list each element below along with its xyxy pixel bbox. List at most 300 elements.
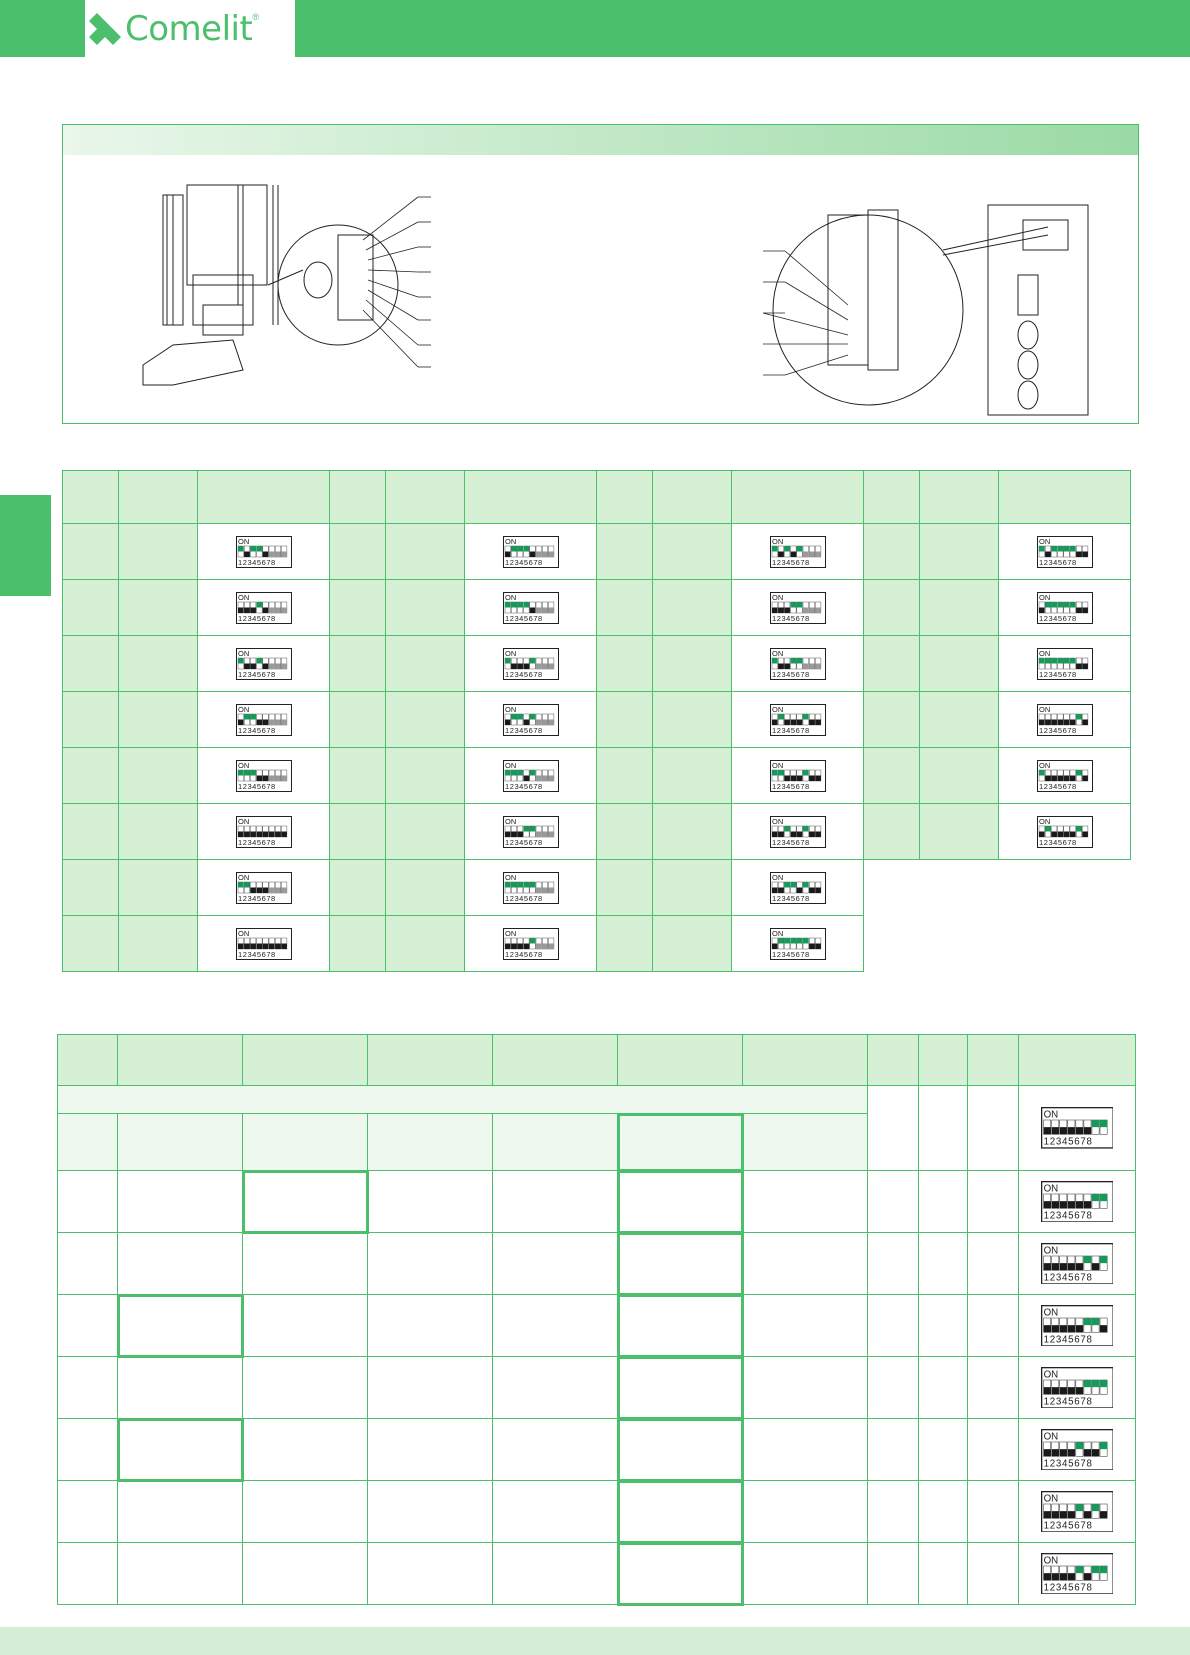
dip-lever-off xyxy=(517,943,523,949)
dip-lever-off xyxy=(511,831,517,837)
dip-on-label: ON xyxy=(1038,536,1050,546)
right-device-drawing xyxy=(773,205,1088,415)
dip-lever-off xyxy=(548,551,554,557)
dip-lever-off xyxy=(1082,719,1088,725)
dip-numbers: 12345678 xyxy=(237,893,276,903)
dip-lever-off xyxy=(511,943,517,949)
dip-switch-icon xyxy=(503,816,559,848)
dip-lever-on xyxy=(1075,1504,1082,1511)
dip-lever-on xyxy=(784,882,790,888)
dip-switch-icon xyxy=(770,704,826,736)
dip-lever-on xyxy=(796,546,802,552)
dip-numbers: 12345678 xyxy=(771,781,810,791)
dip-on-label: ON xyxy=(771,536,783,546)
dip-lever-off xyxy=(269,551,275,557)
dip-lever-off xyxy=(772,831,778,837)
dip-on-label: ON xyxy=(771,872,783,882)
dip-lever-off xyxy=(505,831,511,837)
dip-lever-off xyxy=(244,551,250,557)
dip-lever-off xyxy=(1063,719,1069,725)
dip-lever-on xyxy=(1045,658,1051,664)
dip-lever-on xyxy=(1100,1442,1107,1449)
dip-lever-on xyxy=(1057,602,1063,608)
dip-lever-off xyxy=(1075,1127,1082,1134)
dip-lever-off xyxy=(1039,607,1045,613)
dip-numbers: 12345678 xyxy=(1043,1272,1093,1284)
logo-wordmark: Comelit xyxy=(125,8,253,49)
dip-lever-off xyxy=(809,607,815,613)
dip-lever-on xyxy=(529,882,535,888)
dip-lever-off xyxy=(275,719,281,725)
dip-switch-icon xyxy=(503,592,559,624)
dip-lever-off xyxy=(1051,1449,1058,1456)
dip-lever-off xyxy=(1083,1511,1090,1518)
dip-on-label: ON xyxy=(237,816,249,826)
dip-switch-icon xyxy=(1037,592,1093,624)
dip-lever-on xyxy=(517,714,523,720)
dip-lever-off xyxy=(790,831,796,837)
dip-on-label: ON xyxy=(237,536,249,546)
table-row xyxy=(63,860,1131,916)
dip-lever-off xyxy=(1051,1573,1058,1580)
dip-lever-off xyxy=(1100,1325,1107,1332)
dip-lever-on xyxy=(778,714,784,720)
dip-lever-off xyxy=(772,719,778,725)
dip-lever-off xyxy=(275,775,281,781)
dip-lever-off xyxy=(548,831,554,837)
dip-lever-on xyxy=(784,546,790,552)
dip-lever-on xyxy=(1051,546,1057,552)
dip-on-label: ON xyxy=(771,648,783,658)
dip-lever-on xyxy=(511,714,517,720)
dip-numbers: 12345678 xyxy=(771,893,810,903)
dip-lever-on xyxy=(1039,546,1045,552)
dip-lever-off xyxy=(517,663,523,669)
dip-lever-off xyxy=(1045,775,1051,781)
dip-lever-off xyxy=(269,943,275,949)
table-row xyxy=(63,804,1131,860)
dip-lever-off xyxy=(529,607,535,613)
dip-lever-on xyxy=(529,826,535,832)
dip-on-label: ON xyxy=(771,704,783,714)
dip-lever-on xyxy=(1100,1256,1107,1263)
dip-lever-on xyxy=(244,882,250,888)
dip-lever-off xyxy=(1063,775,1069,781)
dip-lever-on xyxy=(238,658,244,664)
dip-lever-off xyxy=(1067,1387,1074,1394)
dip-switch-icon xyxy=(503,648,559,680)
table2-header xyxy=(58,1035,1136,1086)
dip-lever-off xyxy=(1059,1127,1066,1134)
dip-lever-on xyxy=(256,546,262,552)
dip-lever-off xyxy=(1067,1127,1074,1134)
dip-on-label: ON xyxy=(504,536,516,546)
dip-lever-on xyxy=(1100,1120,1107,1127)
dip-on-label: ON xyxy=(1038,704,1050,714)
dip-switch-icon xyxy=(1037,536,1093,568)
dip-lever-off xyxy=(536,663,542,669)
dip-lever-off xyxy=(275,943,281,949)
dip-lever-on xyxy=(505,658,511,664)
dip-lever-off xyxy=(1100,1511,1107,1518)
dip-lever-on xyxy=(511,770,517,776)
dip-lever-off xyxy=(1059,1201,1066,1208)
dip-lever-off xyxy=(1051,719,1057,725)
dip-numbers: 12345678 xyxy=(237,725,276,735)
dip-lever-off xyxy=(511,663,517,669)
table-row xyxy=(63,916,1131,972)
dip-switch-icon xyxy=(503,536,559,568)
dip-lever-on xyxy=(784,826,790,832)
dip-lever-on xyxy=(1063,602,1069,608)
dip-lever-off xyxy=(238,943,244,949)
dip-lever-off xyxy=(778,831,784,837)
dip-lever-off xyxy=(1057,775,1063,781)
dip-lever-off xyxy=(529,551,535,557)
dip-lever-off xyxy=(505,551,511,557)
dip-lever-off xyxy=(809,551,815,557)
dip-lever-off xyxy=(269,663,275,669)
dip-lever-off xyxy=(281,775,287,781)
dip-switch-icon xyxy=(770,928,826,960)
footer-bar xyxy=(0,1627,1190,1655)
dip-lever-on xyxy=(803,770,809,776)
dip-on-label: ON xyxy=(1043,1369,1058,1381)
table-row xyxy=(58,1481,1136,1543)
dip-lever-off xyxy=(536,831,542,837)
dip-numbers: 12345678 xyxy=(1043,1396,1093,1408)
dip-lever-off xyxy=(275,663,281,669)
dip-lever-off xyxy=(1059,1511,1066,1518)
dip-lever-off xyxy=(1075,1201,1082,1208)
dip-numbers: 12345678 xyxy=(504,669,543,679)
dip-lever-off xyxy=(778,607,784,613)
dip-lever-off xyxy=(1043,1511,1050,1518)
dip-numbers: 12345678 xyxy=(237,837,276,847)
dip-lever-off xyxy=(1039,719,1045,725)
dip-table-1 xyxy=(62,470,1131,972)
dip-lever-off xyxy=(523,775,529,781)
dip-switch-icon xyxy=(236,760,292,792)
dip-lever-off xyxy=(796,831,802,837)
dip-switch-icon xyxy=(1037,648,1093,680)
dip-on-label: ON xyxy=(504,592,516,602)
dip-numbers: 12345678 xyxy=(1043,1136,1093,1148)
dip-lever-on xyxy=(1100,1194,1107,1201)
dip-lever-on xyxy=(256,602,262,608)
dip-lever-off xyxy=(1067,1449,1074,1456)
dip-on-label: ON xyxy=(771,592,783,602)
dip-lever-on xyxy=(803,826,809,832)
dip-lever-off xyxy=(548,607,554,613)
dip-lever-on xyxy=(790,882,796,888)
dip-table-2 xyxy=(57,1034,1136,1605)
dip-lever-off xyxy=(815,551,821,557)
dip-lever-off xyxy=(1051,831,1057,837)
dip-on-label: ON xyxy=(1038,760,1050,770)
dip-lever-off xyxy=(784,775,790,781)
dip-lever-off xyxy=(238,831,244,837)
dip-lever-off xyxy=(790,775,796,781)
dip-lever-off xyxy=(778,887,784,893)
dip-lever-off xyxy=(778,663,784,669)
dip-lever-on xyxy=(517,546,523,552)
dip-lever-off xyxy=(542,943,548,949)
device-illustrations xyxy=(63,155,1138,423)
dip-lever-on xyxy=(1092,1566,1099,1573)
dip-lever-off xyxy=(778,551,784,557)
dip-lever-off xyxy=(262,943,268,949)
table-row xyxy=(63,636,1131,692)
dip-numbers: 12345678 xyxy=(1038,613,1077,623)
dip-lever-off xyxy=(523,719,529,725)
dip-lever-on xyxy=(1075,1442,1082,1449)
table-row xyxy=(58,1543,1136,1605)
dip-lever-on xyxy=(529,770,535,776)
dip-lever-off xyxy=(542,887,548,893)
dip-lever-off xyxy=(809,943,815,949)
figure-panel xyxy=(62,124,1139,424)
dip-lever-on xyxy=(244,714,250,720)
dip-numbers: 12345678 xyxy=(237,669,276,679)
dip-lever-on xyxy=(238,546,244,552)
dip-lever-on xyxy=(523,546,529,552)
dip-lever-off xyxy=(1067,1263,1074,1270)
dip-lever-on xyxy=(1092,1194,1099,1201)
dip-lever-on xyxy=(796,938,802,944)
dip-lever-off xyxy=(1083,1449,1090,1456)
dip-numbers: 12345678 xyxy=(1043,1210,1093,1222)
dip-lever-off xyxy=(536,719,542,725)
dip-lever-off xyxy=(505,719,511,725)
dip-numbers: 12345678 xyxy=(237,613,276,623)
dip-on-label: ON xyxy=(771,928,783,938)
dip-lever-off xyxy=(244,831,250,837)
dip-lever-off xyxy=(281,887,287,893)
dip-lever-off xyxy=(536,607,542,613)
dip-lever-off xyxy=(262,831,268,837)
dip-lever-on xyxy=(1070,602,1076,608)
dip-lever-on xyxy=(778,770,784,776)
dip-lever-off xyxy=(536,775,542,781)
dip-lever-off xyxy=(1043,1325,1050,1332)
dip-lever-off xyxy=(1051,1511,1058,1518)
dip-numbers: 12345678 xyxy=(504,557,543,567)
dip-lever-off xyxy=(256,775,262,781)
dip-numbers: 12345678 xyxy=(1038,781,1077,791)
dip-lever-off xyxy=(244,663,250,669)
dip-lever-off xyxy=(250,943,256,949)
dip-lever-off xyxy=(803,551,809,557)
dip-numbers: 12345678 xyxy=(237,781,276,791)
dip-lever-on xyxy=(772,658,778,664)
dip-lever-on xyxy=(790,602,796,608)
dip-numbers: 12345678 xyxy=(1043,1582,1093,1594)
dip-on-label: ON xyxy=(1043,1245,1058,1257)
dip-lever-on xyxy=(790,658,796,664)
dip-lever-on xyxy=(772,546,778,552)
dip-lever-off xyxy=(803,607,809,613)
dip-numbers: 12345678 xyxy=(504,725,543,735)
dip-lever-off xyxy=(784,607,790,613)
table-row xyxy=(58,1419,1136,1481)
dip-lever-off xyxy=(262,775,268,781)
dip-lever-off xyxy=(1043,1201,1050,1208)
dip-lever-off xyxy=(256,719,262,725)
dip-lever-off xyxy=(803,663,809,669)
dip-lever-off xyxy=(536,887,542,893)
dip-on-label: ON xyxy=(237,872,249,882)
dip-lever-off xyxy=(1067,1573,1074,1580)
dip-on-label: ON xyxy=(1043,1431,1058,1443)
comelit-mark-icon xyxy=(87,11,123,47)
dip-switch-icon xyxy=(503,760,559,792)
dip-on-label: ON xyxy=(237,592,249,602)
dip-lever-on xyxy=(790,938,796,944)
dip-lever-off xyxy=(262,663,268,669)
dip-lever-off xyxy=(1082,551,1088,557)
dip-lever-off xyxy=(548,775,554,781)
table-row xyxy=(63,748,1131,804)
dip-on-label: ON xyxy=(504,928,516,938)
dip-on-label: ON xyxy=(504,704,516,714)
dip-on-label: ON xyxy=(1043,1183,1058,1195)
dip-lever-on xyxy=(505,770,511,776)
dip-on-label: ON xyxy=(504,872,516,882)
dip-lever-off xyxy=(281,831,287,837)
dip-lever-off xyxy=(250,607,256,613)
dip-lever-on xyxy=(1092,1318,1099,1325)
dip-numbers: 12345678 xyxy=(771,837,810,847)
dip-lever-off xyxy=(269,887,275,893)
dip-numbers: 12345678 xyxy=(771,557,810,567)
dip-numbers: 12345678 xyxy=(1038,725,1077,735)
dip-lever-off xyxy=(542,551,548,557)
dip-lever-off xyxy=(269,775,275,781)
table-row xyxy=(58,1171,1136,1233)
dip-lever-on xyxy=(1083,1380,1090,1387)
figure-header-band xyxy=(63,125,1138,155)
dip-lever-off xyxy=(784,663,790,669)
dip-lever-off xyxy=(815,607,821,613)
dip-lever-off xyxy=(1076,551,1082,557)
dip-lever-on xyxy=(511,546,517,552)
dip-on-label: ON xyxy=(1043,1109,1058,1121)
dip-lever-off xyxy=(281,943,287,949)
dip-lever-off xyxy=(1057,831,1063,837)
dip-lever-on xyxy=(1063,546,1069,552)
dip-lever-off xyxy=(256,887,262,893)
dip-switch-icon xyxy=(1041,1553,1114,1595)
dip-on-label: ON xyxy=(237,928,249,938)
left-callout-lines xyxy=(363,197,431,367)
dip-lever-off xyxy=(269,607,275,613)
dip-lever-on xyxy=(1092,1380,1099,1387)
section-side-tab xyxy=(0,495,51,596)
dip-lever-off xyxy=(809,831,815,837)
dip-lever-on xyxy=(523,882,529,888)
dip-on-label: ON xyxy=(504,648,516,658)
dip-lever-on xyxy=(1100,1380,1107,1387)
dip-switch-icon xyxy=(1041,1491,1114,1533)
dip-numbers: 12345678 xyxy=(1038,557,1077,567)
dip-switch-icon xyxy=(1041,1243,1114,1285)
dip-lever-off xyxy=(275,887,281,893)
dip-lever-off xyxy=(1051,1387,1058,1394)
dip-numbers: 12345678 xyxy=(771,725,810,735)
dip-switch-icon xyxy=(1041,1429,1114,1471)
dip-lever-off xyxy=(542,775,548,781)
dip-numbers: 12345678 xyxy=(1043,1458,1093,1470)
dip-lever-off xyxy=(815,775,821,781)
dip-switch-icon xyxy=(1041,1107,1114,1149)
dip-lever-on xyxy=(244,770,250,776)
dip-lever-off xyxy=(262,887,268,893)
table-row xyxy=(63,580,1131,636)
dip-lever-on xyxy=(238,882,244,888)
dip-on-label: ON xyxy=(237,704,249,714)
dip-lever-off xyxy=(1092,1263,1099,1270)
dip-switch-icon xyxy=(1037,816,1093,848)
dip-numbers: 12345678 xyxy=(1043,1334,1093,1346)
dip-lever-on xyxy=(796,602,802,608)
dip-lever-off xyxy=(796,719,802,725)
dip-lever-off xyxy=(1051,1325,1058,1332)
dip-on-label: ON xyxy=(771,760,783,770)
dip-switch-icon xyxy=(236,872,292,904)
table-row xyxy=(63,524,1131,580)
dip-lever-off xyxy=(1043,1449,1050,1456)
dip-lever-off xyxy=(815,663,821,669)
dip-switch-icon xyxy=(770,536,826,568)
dip-lever-off xyxy=(517,831,523,837)
dip-lever-on xyxy=(511,882,517,888)
dip-lever-off xyxy=(1043,1573,1050,1580)
dip-lever-on xyxy=(256,658,262,664)
table-row xyxy=(58,1357,1136,1419)
dip-lever-off xyxy=(281,719,287,725)
dip-lever-off xyxy=(250,887,256,893)
dip-lever-off xyxy=(809,887,815,893)
dip-lever-off xyxy=(275,831,281,837)
dip-lever-on xyxy=(1100,1566,1107,1573)
dip-lever-off xyxy=(281,551,287,557)
dip-lever-off xyxy=(809,663,815,669)
dip-lever-on xyxy=(250,770,256,776)
dip-numbers: 12345678 xyxy=(504,837,543,847)
dip-lever-off xyxy=(542,663,548,669)
dip-lever-off xyxy=(542,607,548,613)
dip-lever-off xyxy=(1083,1127,1090,1134)
dip-switch-icon xyxy=(503,928,559,960)
dip-lever-off xyxy=(790,719,796,725)
dip-lever-off xyxy=(262,607,268,613)
dip-lever-off xyxy=(815,887,821,893)
dip-lever-off xyxy=(809,775,815,781)
dip-lever-off xyxy=(238,719,244,725)
dip-lever-off xyxy=(1082,775,1088,781)
dip-lever-on xyxy=(1057,546,1063,552)
dip-lever-on xyxy=(529,658,535,664)
dip-lever-off xyxy=(1083,1201,1090,1208)
dip-numbers: 12345678 xyxy=(237,557,276,567)
dip-on-label: ON xyxy=(1038,592,1050,602)
dip-lever-off xyxy=(275,607,281,613)
dip-lever-off xyxy=(542,719,548,725)
dip-lever-on xyxy=(1070,546,1076,552)
dip-numbers: 12345678 xyxy=(771,949,810,959)
dip-lever-off xyxy=(536,551,542,557)
